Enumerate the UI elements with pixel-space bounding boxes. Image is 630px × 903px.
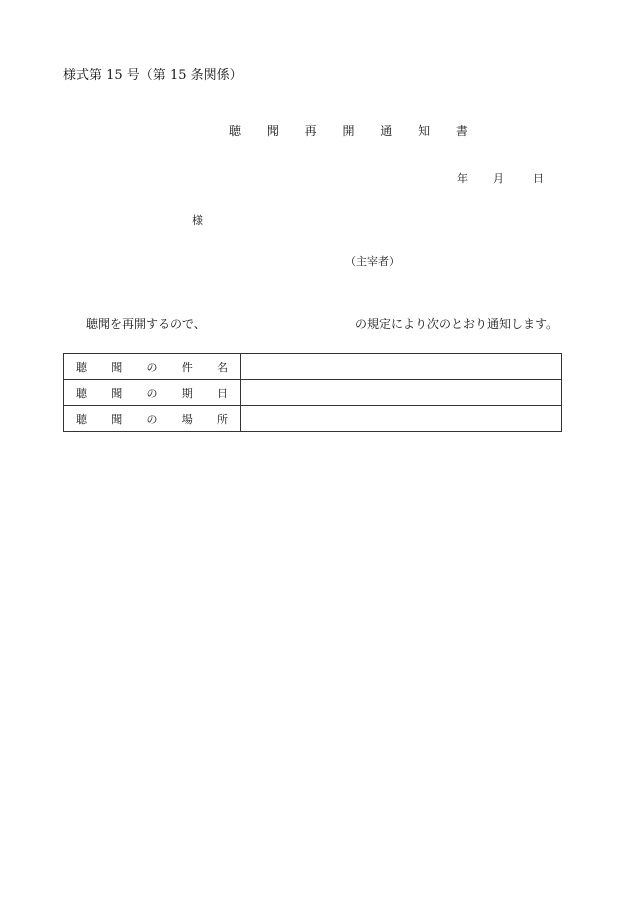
table-row [64,354,562,380]
body-text-left: 聴聞を再開するので、 [86,317,206,331]
body-text-right: の規定により次のとおり通知します。 [355,317,559,331]
label-char: 場 [181,412,193,426]
document-title: 聴 聞 再 開 通 知 書 [229,124,479,138]
row-value-hearing-place [241,406,562,432]
hearing-info-table [63,353,562,432]
label-char: の [146,386,158,400]
form-number: 様式第 15 号（第 15 条関係） [63,68,243,83]
label-char: 期 [181,386,193,400]
label-char: 件 [181,360,193,374]
label-char: 名 [217,360,228,374]
date-year-label: 年 [457,172,468,185]
label-char: 日 [217,386,228,400]
organizer-label: （主宰者） [345,255,400,268]
row-label-hearing-date [64,380,241,406]
date-line [457,170,544,186]
label-char: 聴 [76,412,87,426]
label-char: 聞 [111,386,123,400]
row-value-hearing-date [241,380,562,406]
label-char: 聴 [76,386,87,400]
table-row [64,380,562,406]
date-month-label: 月 [493,172,504,185]
addressee-suffix: 様 [192,214,203,227]
row-label-hearing-subject [64,354,241,380]
date-day-label: 日 [533,172,544,185]
label-char: 聴 [76,360,87,374]
row-value-hearing-subject [241,354,562,380]
label-char: 聞 [111,360,123,374]
label-char: 聞 [111,412,123,426]
row-label-hearing-place [64,406,241,432]
table-row [64,406,562,432]
label-char: の [146,412,158,426]
label-char: の [146,360,158,374]
label-char: 所 [217,412,228,426]
